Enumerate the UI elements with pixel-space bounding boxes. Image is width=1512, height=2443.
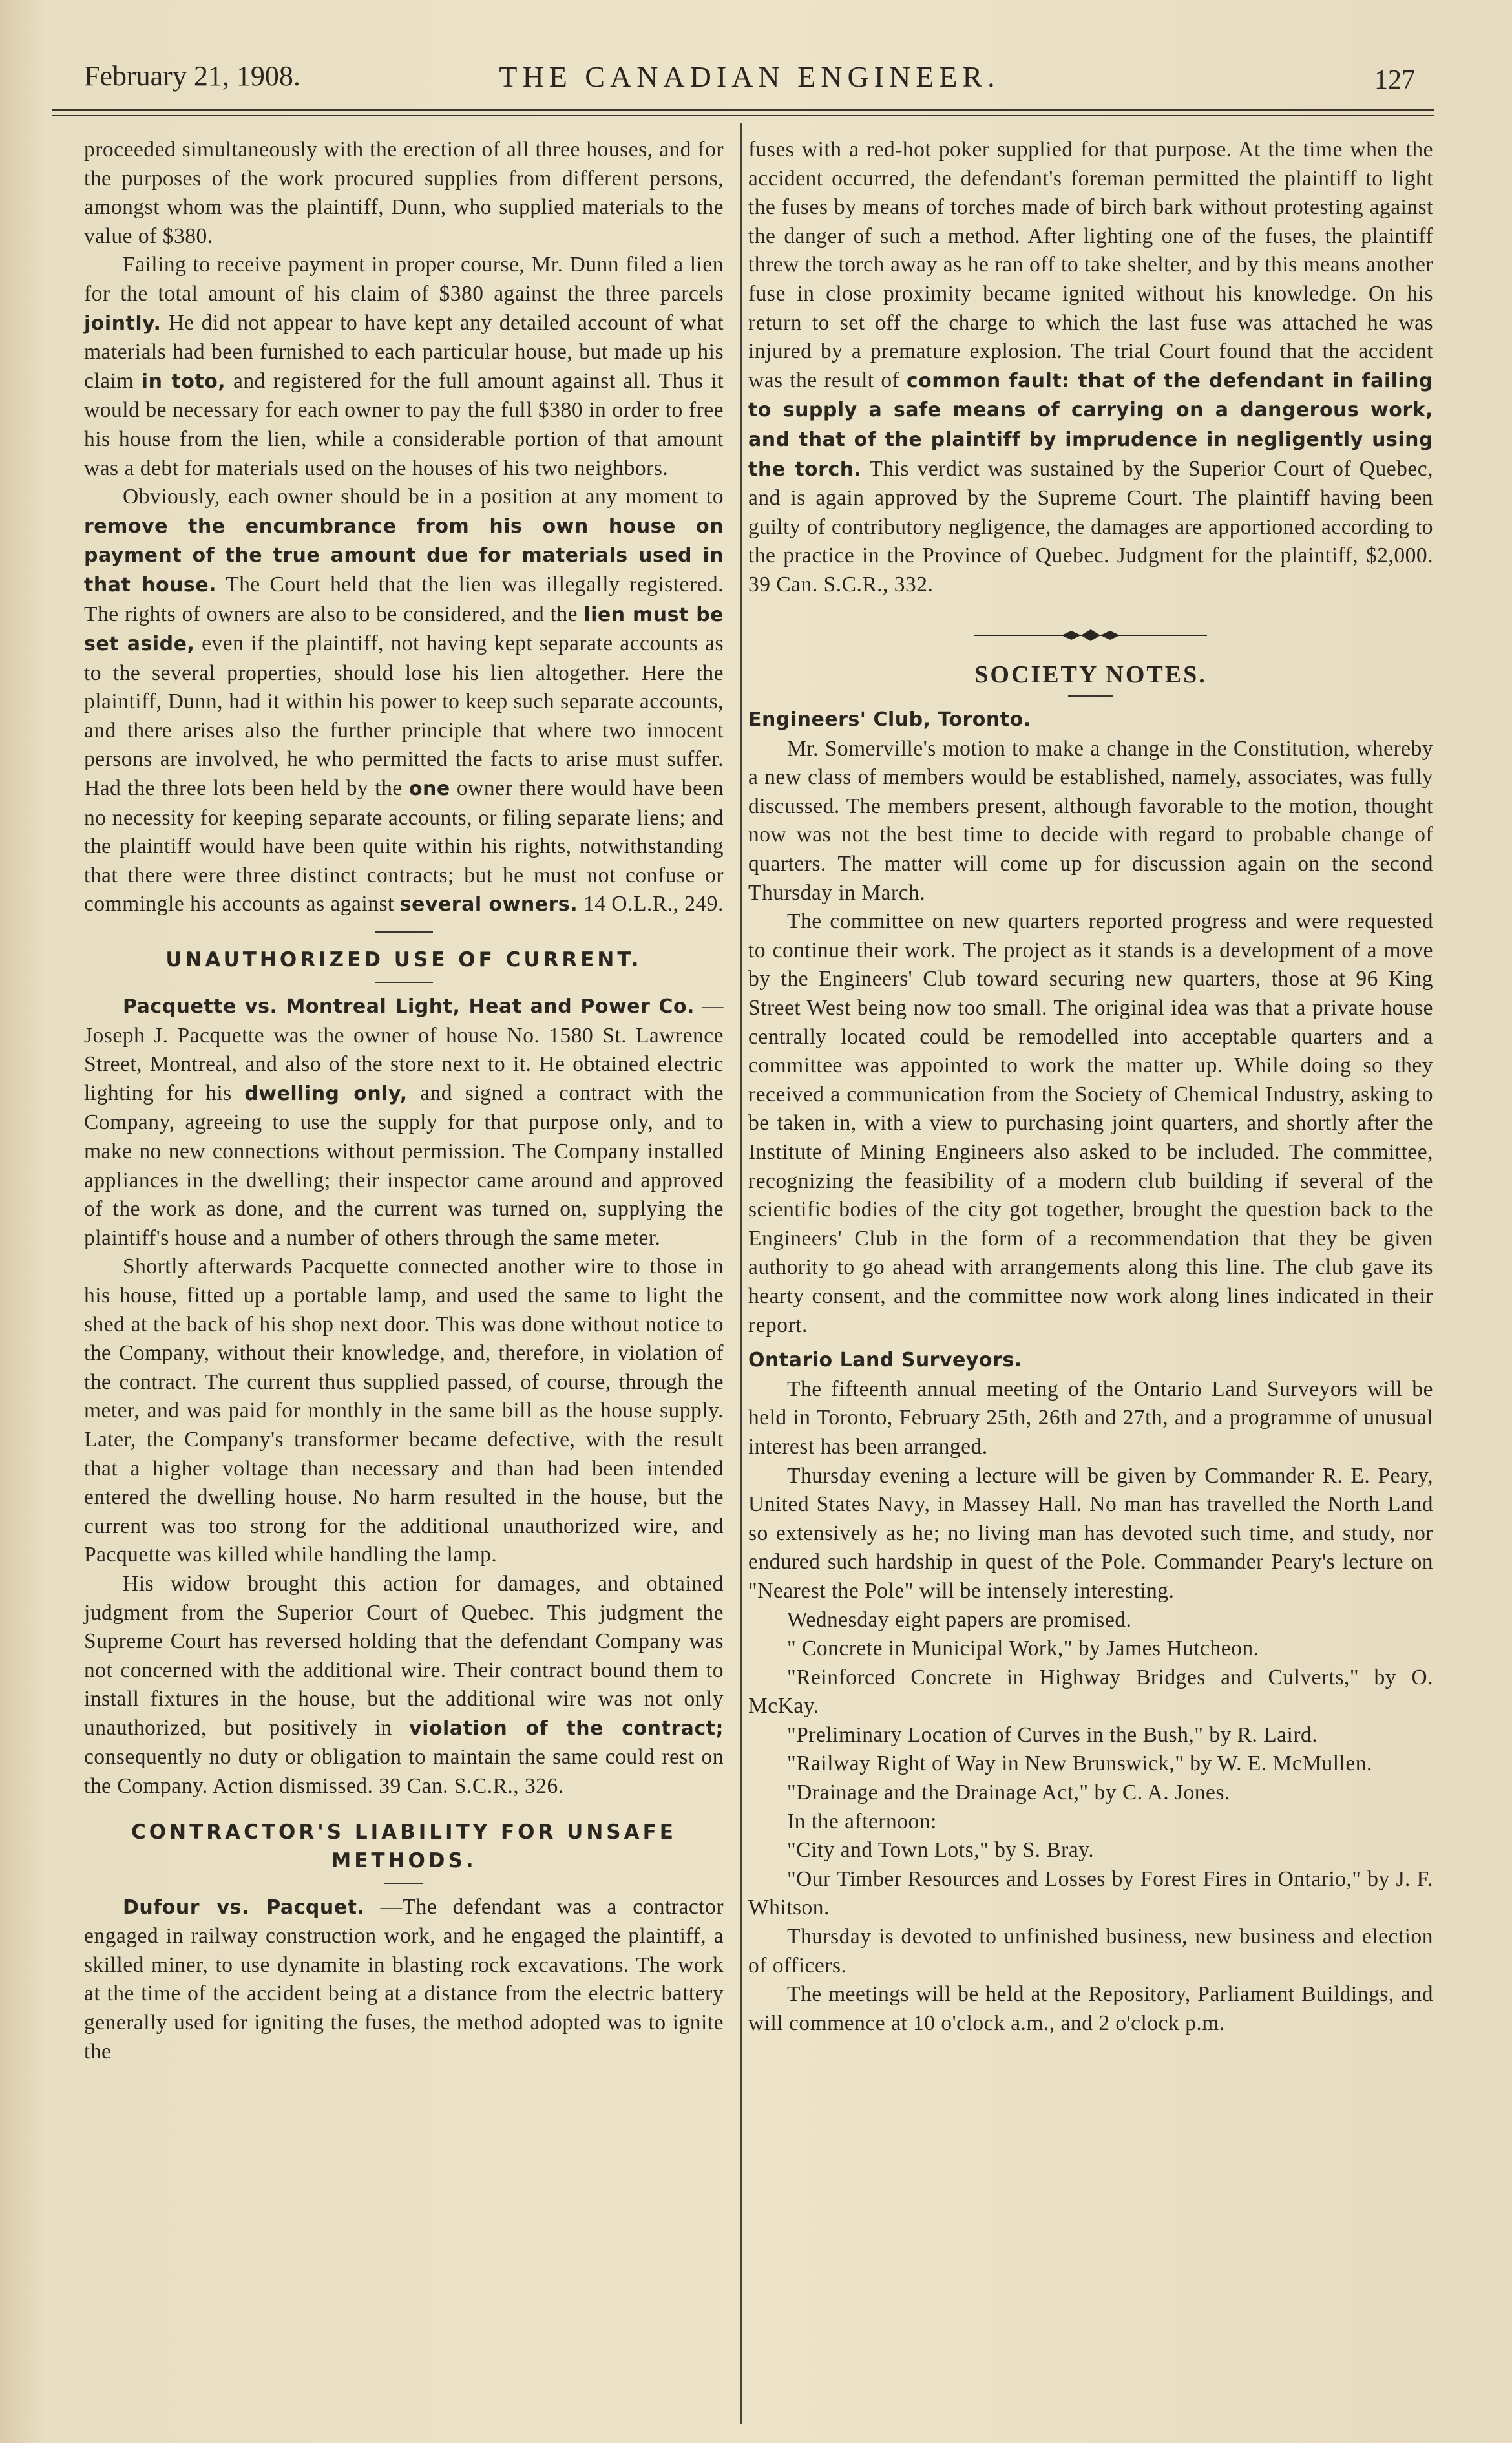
text-run: His widow brought this action for damages, and obtained judgment from the Superior Court of Quebec. This judgment the Supreme Court has reversed holding that the defendant Company was not concerned with the additional wire. Their contract bound them to install fixtures in the house, but the additional wire was not only unauthorized, but positively in xyxy=(84,1571,724,1740)
case-title: Pacquette vs. Montreal Light, Heat and Power Co. xyxy=(123,995,695,1019)
text-run: consequently no duty or obligation to maintain the same could rest on the Company. Action dismissed. 39 Can. S.C.R., 326. xyxy=(84,1745,724,1799)
paragraph xyxy=(84,483,724,920)
subsection-heading: Engineers' Club, Toronto. xyxy=(748,708,1031,732)
paragraph: proceeded simultaneously with the erection of all three houses, and for the purposes of the work procured supplies from different persons, amongst whom was the plaintiff, Dunn, who supplied materials to the value of $380. xyxy=(84,138,724,248)
text-run: —The defendant was a contractor engaged in railway construction work, and he engaged the plaintiff, a skilled miner, to use dynamite in blasting rock excavations. The work at the time of the accident being at a distance from the electric battery generally used for igniting the fuses, the method adopted was to ignite the xyxy=(84,1894,724,2064)
emphasis: common fault: that of the defendant in failing to supply a safe means of carrying on a dangerous work, and that of the plaintiff by imprudence in negligently using the torch. xyxy=(748,369,1434,481)
ornament-divider xyxy=(748,626,1433,651)
emphasis: lien must be set aside, xyxy=(84,603,724,656)
paragraph: Mr. Somerville's motion to make a change in the Constitution, whereby a new class of members would be established, namely, associates, was fully discussed. The members present, although favorable to the motion, thought now was not the best time to decide with regard to probable change of quarters. The matter will come up for discussion again on the second Thursday in March. xyxy=(748,736,1433,905)
text-run: He did not appear to have kept any detailed account of what materials had been furnished to each particular house, but made up his claim xyxy=(84,310,724,393)
paper-item: "City and Town Lots," by S. Bray. xyxy=(787,1838,1095,1863)
emphasis: dwelling only, xyxy=(244,1082,408,1105)
section-rule xyxy=(384,1883,423,1884)
paper-item: "Railway Right of Way in New Brunswick," by W. E. McMullen. xyxy=(787,1751,1372,1776)
emphasis: in toto, xyxy=(141,370,226,393)
subsection-heading: Ontario Land Surveyors. xyxy=(748,1349,1022,1372)
paragraph: The committee on new quarters reported progress and were requested to continue their work. The project as it stands is a development of a move by the Engineers' Club toward securing new quarters, those at 96 King Street West being now too small. The original idea was that a private house centrally located could be remodelled into acceptable quarters and a committee was appointed to work the matter up. While doing so they received a communication from the Society of Chemical Industry, asking to be taken in, with a view to purchasing joint quarters, and shortly after the Institute of Mining Engineers also asked to be included. The committee, recognizing the feasibility of a modern club building if several of the scientific bodies of the city got together, brought the question back to the Engineers' Club in the form of a recommendation that they be given authority to go ahead with arrangements along this line. The club gave its hearty consent, and the committee now work along lines indicated in their report. xyxy=(748,909,1433,1337)
header-rule-thin xyxy=(52,115,1434,116)
paragraph xyxy=(84,251,724,483)
page-header xyxy=(84,59,1415,105)
text-run: The Court held that the lien was illegally registered. The rights of owners are also to be considered, and the xyxy=(84,572,724,626)
section-heading-cont: METHODS. xyxy=(331,1848,477,1872)
text-run: and registered for the full amount against all. Thus it would be necessary for each owner to pay the full $380 in order to free his house from the lien, while a considerable portion of that amount was a debt for materials used on the houses of his two neighbors. xyxy=(84,368,724,480)
column-divider xyxy=(740,123,742,2424)
issue-date: February 21, 1908. xyxy=(84,60,300,92)
paragraph: Thursday is devoted to unfinished business, new business and election of officers. xyxy=(748,1925,1433,1978)
section-heading: CONTRACTOR'S LIABILITY FOR UNSAFE xyxy=(131,1820,677,1844)
text-run: Failing to receive payment in proper course, Mr. Dunn filed a lien for the total amount of his claim of $380 against the three parcels xyxy=(84,253,724,306)
paper-item: "Our Timber Resources and Losses by Forest Fires in Ontario," by J. F. Whitson. xyxy=(748,1867,1433,1920)
emphasis: jointly. xyxy=(84,312,162,335)
section-heading: UNAUTHORIZED USE OF CURRENT. xyxy=(165,948,642,972)
text-run: Obviously, each owner should be in a position at any moment to xyxy=(123,485,724,509)
left-column xyxy=(84,136,724,2066)
paragraph: Thursday evening a lecture will be given by Commander R. E. Peary, United States Navy, in Massey Hall. No man has travelled the North Land so extensively as he; no living man has devoted such time, and study, nor endured such hardship in quest of the Pole. Commander Peary's lecture on "Nearest the Pole" will be intensely interesting. xyxy=(748,1463,1433,1603)
citation: 14 O.L.R., 249. xyxy=(583,892,724,916)
header-rule xyxy=(52,109,1434,111)
paragraph xyxy=(84,992,724,1253)
paragraph xyxy=(84,1570,724,1801)
section-rule xyxy=(375,982,433,983)
paper-item: "Drainage and the Drainage Act," by C. A. Jones. xyxy=(787,1781,1230,1805)
paragraph xyxy=(748,136,1433,600)
page-number: 127 xyxy=(1374,65,1415,95)
case-title: Dufour vs. Pacquet. xyxy=(123,1896,365,1919)
paragraph xyxy=(84,1893,724,2067)
paper-item: " Concrete in Municipal Work," by James Hutcheon. xyxy=(787,1636,1259,1661)
emphasis: remove the encumbrance from his own house on payment of the true amount due for materials used in that house. xyxy=(84,514,724,597)
paragraph: Wednesday eight papers are promised. xyxy=(787,1607,1132,1632)
paragraph: The meetings will be held at the Repository, Parliament Buildings, and will commence at 10 o'clock a.m., and 2 o'clock p.m. xyxy=(748,1982,1433,2035)
emphasis: violation of the contract; xyxy=(409,1717,724,1740)
paragraph: In the afternoon: xyxy=(787,1809,937,1834)
emphasis: several owners. xyxy=(399,893,578,916)
section-rule xyxy=(1068,695,1113,697)
section-rule xyxy=(375,931,433,933)
section-heading: SOCIETY NOTES. xyxy=(974,661,1207,688)
paragraph: The fifteenth annual meeting of the Ontario Land Surveyors will be held in Toronto, February 25th, 26th and 27th, and a programme of unusual interest has been arranged. xyxy=(748,1377,1433,1459)
emphasis: one xyxy=(408,777,450,801)
paper-item: "Reinforced Concrete in Highway Bridges and Culverts," by O. McKay. xyxy=(748,1665,1433,1719)
publication-title: THE CANADIAN ENGINEER. xyxy=(499,60,1000,93)
paragraph: Shortly afterwards Pacquette connected another wire to those in his house, fitted up a portable lamp, and used the same to light the shed at the back of his shop next door. This was done without notice to the Company, without their knowledge, and, therefore, in violation of the contract. The current thus supplied passed, of course, through the meter, and was paid for monthly in the same bill as the house supply. Later, the Company's transformer became defective, with the result that a higher voltage than necessary and than had been intended entered the dwelling house. No harm resulted in the house, but the current was too strong for the additional unauthorized wire, and Pacquette was killed while handling the lamp. xyxy=(84,1254,724,1567)
text-run: This verdict was sustained by the Superior Court of Quebec, and is again approved by the Supreme Court. The plaintiff having been guilty of contributory negligence, the damages are apportioned according to the practice in the Province of Quebec. Judgment for the plaintiff, $2,000. 39 Can. S.C.R., 332. xyxy=(748,456,1433,597)
text-run: even if the plaintiff, not having kept separate accounts as to the several properties, should lose his lien altogether. Here the plaintiff, Dunn, had it within his power to keep such separate accounts, and there arises also the further principle that where two innocent persons are involved, he who permitted the facts to arise must suffer. Had the three lots been held by the xyxy=(84,631,724,801)
text-run: and signed a contract with the Company, agreeing to use the supply for that purpose only, and to make no new connections without permission. The Company installed appliances in the dwelling; their inspector came around and approved of the work as done, and the current was turned on, supplying the plaintiff's house and a number of others through the same meter. xyxy=(84,1081,724,1250)
text-run: fuses with a red-hot poker supplied for that purpose. At the time when the accident occurred, the defendant's foreman permitted the plaintiff to light the fuses by means of torches made of birch bark without protesting against the danger of such a method. After lighting one of the fuses, the plaintiff threw the torch away as he ran off to take shelter, and by this means another fuse in close proximity became ignited without his knowledge. On his return to set off the charge to which the last fuse was attached he was injured by a premature explosion. The trial Court found that the accident was the result of xyxy=(748,138,1433,392)
paper-item: "Preliminary Location of Curves in the Bush," by R. Laird. xyxy=(787,1722,1318,1747)
text-run: owner there would have been no necessity for keeping separate accounts, or filing separate liens; and the plaintiff would have been quite within his rights, notwithstanding that there were three distinct contracts; but he must not confuse or commingle his accounts as against xyxy=(84,776,724,916)
text-run: —Joseph J. Pacquette was the owner of house No. 1580 St. Lawrence Street, Montreal, and also of the store next to it. He obtained electric lighting for his xyxy=(84,994,724,1105)
right-column xyxy=(748,136,1433,2038)
